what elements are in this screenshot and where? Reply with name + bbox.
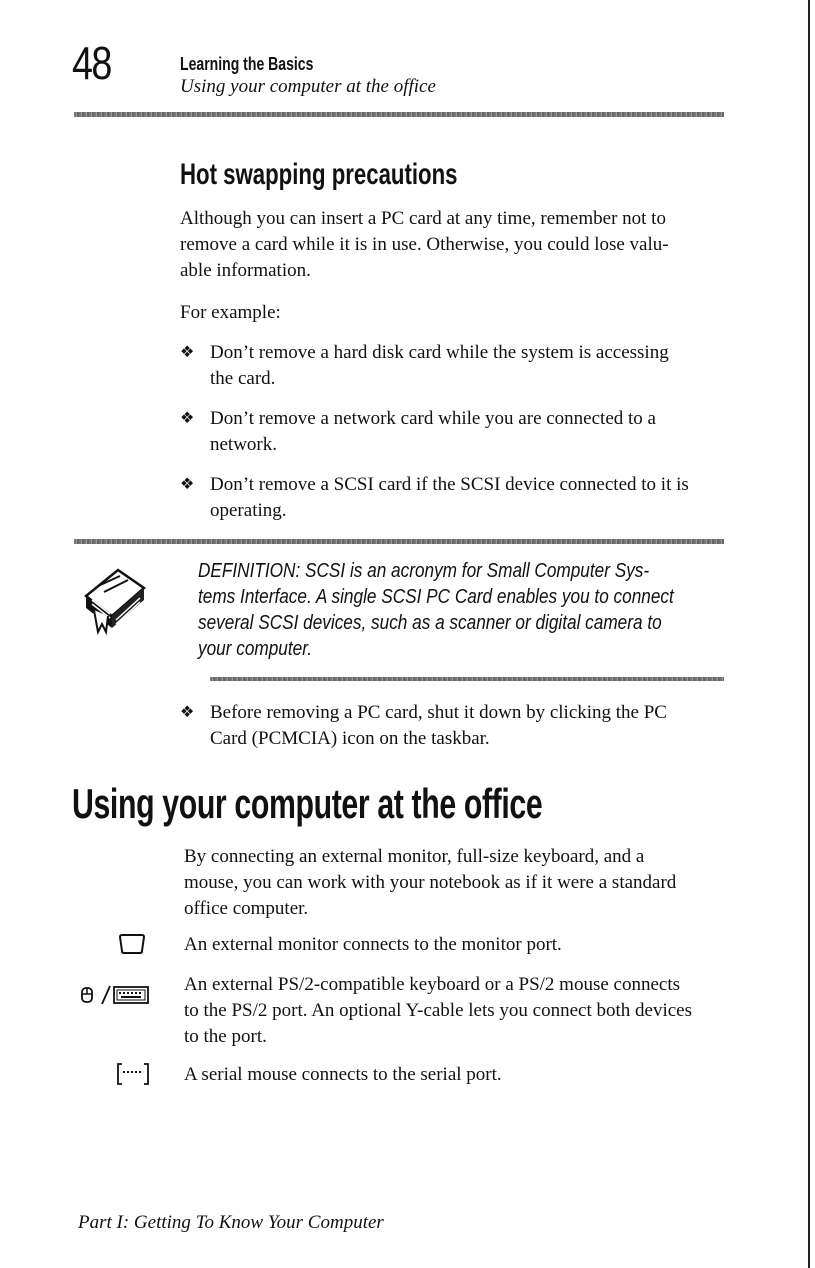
text-line: Although you can insert a PC card at any time, remember not to — [180, 208, 666, 229]
header-subtitle: Using your computer at the office — [180, 76, 436, 97]
list-item: ❖ Don’t remove a network card while you are connected to a network. — [180, 408, 656, 455]
page-footer: Part I: Getting To Know Your Computer — [78, 1212, 384, 1233]
text-line: able information. — [180, 260, 311, 281]
definition-bottom-rule — [210, 677, 724, 681]
office-intro — [184, 844, 714, 922]
text-line: remove a card while it is in use. Otherwise, you could lose valu- — [180, 234, 669, 255]
ps2-port-text — [184, 972, 714, 1050]
text-line: your computer. — [198, 638, 313, 660]
list-item: ❖ Don’t remove a hard disk card while the system is accessing the card. — [180, 342, 669, 389]
text-line: An external PS/2-compatible keyboard or a PS/2 mouse connects — [184, 974, 681, 995]
text-line: to the port. — [184, 1026, 267, 1047]
text-line: By connecting an external monitor, full-size keyboard, and a — [184, 846, 645, 867]
book-icon — [80, 566, 150, 636]
page-edge — [808, 0, 810, 1268]
section-heading-office: Using your computer at the office — [72, 780, 543, 827]
definition-top-rule — [74, 539, 724, 544]
header-rule — [74, 112, 724, 117]
text-line: to the PS/2 port. An optional Y-cable lets you connect both devices — [184, 1000, 692, 1021]
text-line: DEFINITION: SCSI is an acronym for Small Computer Sys- — [198, 560, 650, 582]
bullet-diamond-icon: ❖ — [180, 476, 195, 493]
bullet-diamond-icon: ❖ — [180, 344, 195, 361]
bullet-diamond-icon: ❖ — [180, 410, 195, 427]
monitor-port-text: An external monitor connects to the monitor port. — [184, 934, 562, 955]
text-line: mouse, you can work with your notebook as if it were a standard — [184, 872, 677, 893]
text-line: tems Interface. A single SCSI PC Card enables you to connect — [198, 586, 674, 608]
serial-port-text: A serial mouse connects to the serial port. — [184, 1064, 502, 1085]
hot-swap-intro — [180, 206, 710, 284]
example-label: For example: — [180, 302, 281, 323]
definition-note — [198, 558, 714, 662]
ps2-port-icon — [80, 984, 150, 1006]
header-title: Learning the Basics — [180, 54, 314, 74]
monitor-port-icon — [118, 933, 146, 955]
page-number: 48 — [72, 37, 111, 89]
list-item: ❖ Don’t remove a SCSI card if the SCSI device connected to it is operating. — [180, 474, 689, 521]
text-line: several SCSI devices, such as a scanner or digital camera to — [198, 612, 662, 634]
list-item: ❖ Before removing a PC card, shut it down by clicking the PC Card (PCMCIA) icon on the taskbar. — [180, 702, 667, 749]
section-heading-hot-swapping: Hot swapping precautions — [180, 158, 458, 191]
bullet-diamond-icon: ❖ — [180, 704, 195, 721]
text-line: office computer. — [184, 898, 309, 919]
serial-port-icon — [116, 1062, 150, 1086]
